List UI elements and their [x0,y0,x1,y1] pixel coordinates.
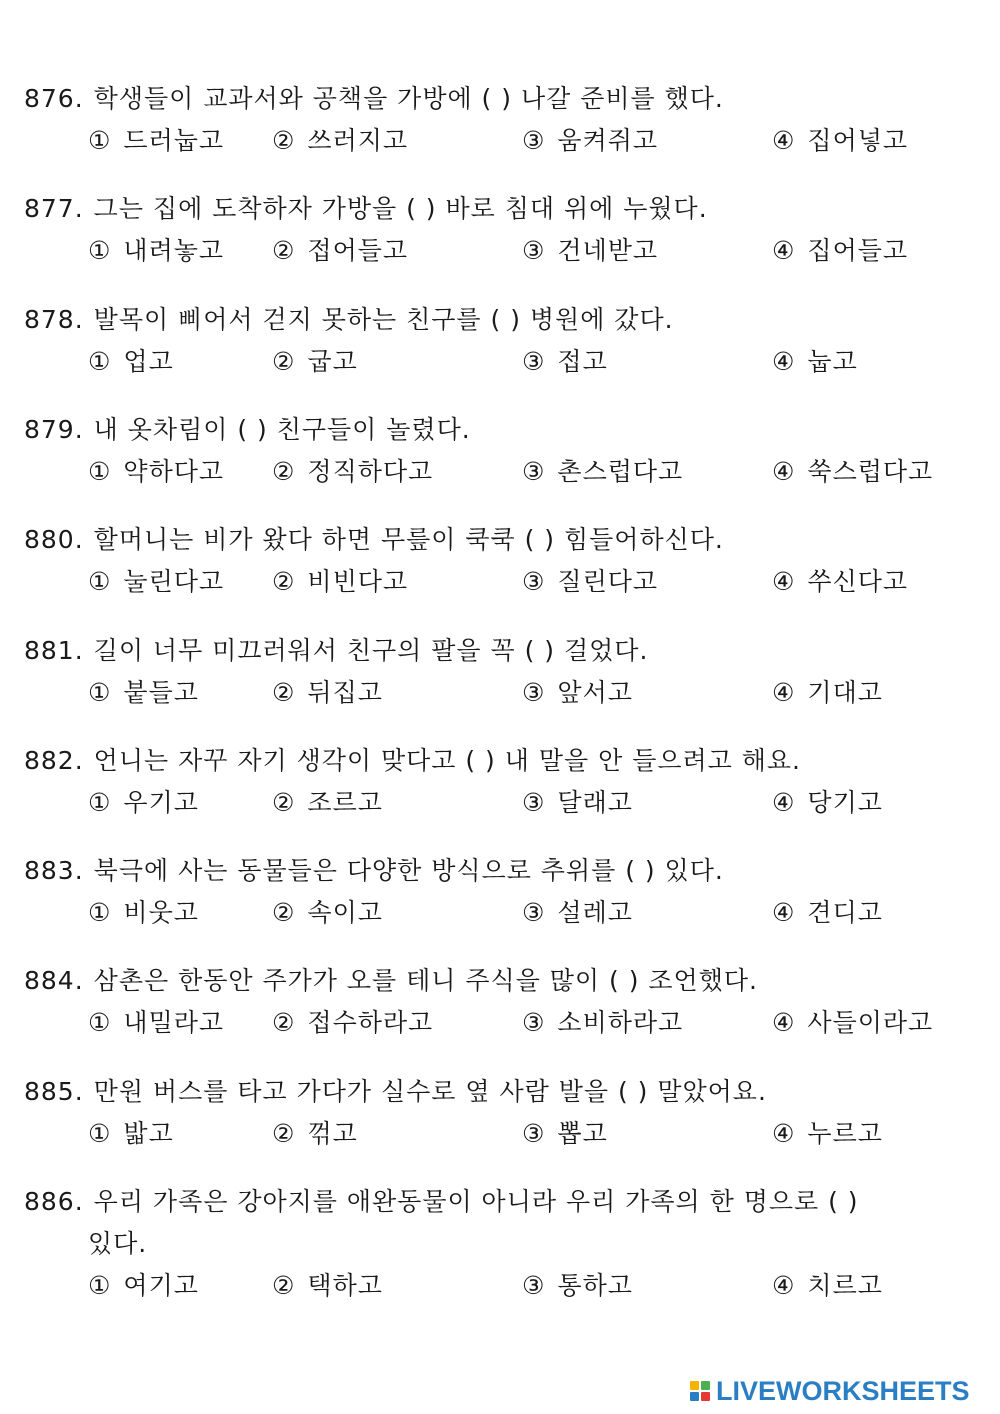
question-number: 881. [24,635,84,665]
answer-option-3[interactable] [522,896,633,930]
question-line [24,303,674,337]
answer-option-4[interactable] [772,124,908,158]
option-text: 움켜쥐고 [557,126,659,155]
option-text: 견디고 [807,898,883,928]
option-number-mark: ④ [772,1271,796,1300]
option-text: 접고 [557,346,608,376]
option-text: 내려놓고 [123,236,225,266]
option-text: 속이고 [307,898,383,928]
option-text: 밟고 [123,1118,174,1148]
option-number-mark: ① [88,787,112,817]
option-number-mark: ④ [772,787,796,817]
option-number-mark: ③ [522,1118,546,1148]
question-number: 879. [24,414,84,444]
option-text: 눌린다고 [123,567,225,597]
option-number-mark: ① [88,1008,112,1038]
question-number: 880. [24,525,84,555]
answer-option-3[interactable] [522,1117,608,1151]
answer-option-4[interactable] [772,1117,883,1151]
option-text: 뒤집고 [307,677,383,707]
answer-option-4[interactable] [772,234,908,268]
answer-option-1[interactable] [88,345,174,379]
question-line [24,744,801,778]
answer-option-2[interactable] [272,896,383,930]
option-number-mark: ① [88,898,112,928]
question-text-continuation: 있다. [88,1229,148,1258]
option-number-mark: ① [88,456,112,486]
question-text: 만원 버스를 타고 가다가 실수로 옆 사람 발을 ( ) 말았어요. [93,1076,767,1106]
answer-option-4[interactable] [772,1269,883,1303]
answer-option-3[interactable] [522,786,633,820]
question-text: 할머니는 비가 왔다 하면 무릎이 쿡쿡 ( ) 힘들어하신다. [93,525,724,555]
option-text: 접어들고 [307,236,409,266]
option-text: 약하다고 [123,456,225,486]
option-text: 촌스럽다고 [557,456,684,486]
answer-option-4[interactable] [772,1006,933,1040]
answer-option-1[interactable] [88,1269,199,1303]
answer-option-1[interactable] [88,676,199,710]
question-text: 내 옷차림이 ( ) 친구들이 놀렸다. [93,414,471,444]
answer-option-3[interactable] [522,676,633,710]
answer-option-1[interactable] [88,234,224,268]
answer-option-3[interactable] [522,565,658,599]
answer-option-2[interactable] [272,455,433,489]
option-number-mark: ④ [772,346,796,376]
option-number-mark: ② [272,1008,296,1038]
option-number-mark: ② [272,898,296,928]
question-number: 882. [24,745,84,775]
option-text: 쑥스럽다고 [807,456,934,486]
question-text: 발목이 삐어서 걷지 못하는 친구를 ( ) 병원에 갔다. [93,304,674,334]
answer-option-2[interactable] [272,676,383,710]
option-number-mark: ③ [522,456,546,486]
option-number-mark: ④ [772,677,796,707]
answer-option-2[interactable] [272,1269,383,1303]
answer-option-4[interactable] [772,345,858,379]
option-text: 여기고 [123,1271,199,1300]
option-text: 정직하다고 [307,456,434,486]
option-text: 조르고 [307,787,383,817]
option-text: 택하고 [307,1271,383,1300]
option-text: 사들이라고 [807,1008,934,1038]
liveworksheets-grid-icon [690,1381,710,1401]
option-number-mark: ① [88,567,112,597]
option-text: 굽고 [307,346,358,376]
answer-option-3[interactable] [522,234,658,268]
question-number: 883. [24,856,84,886]
option-text: 당기고 [807,787,883,817]
option-number-mark: ④ [772,567,796,597]
option-text: 업고 [123,346,174,376]
option-number-mark: ② [272,1118,296,1148]
option-text: 내밀라고 [123,1008,225,1038]
question-text: 길이 너무 미끄러워서 친구의 팔을 꼭 ( ) 걸었다. [93,635,649,665]
option-text: 누르고 [807,1118,883,1148]
option-number-mark: ③ [522,567,546,597]
option-number-mark: ② [272,236,296,266]
option-number-mark: ① [88,1271,112,1300]
option-number-mark: ④ [772,126,796,155]
option-number-mark: ③ [522,1271,546,1300]
question-number: 884. [24,966,84,996]
option-number-mark: ② [272,1271,296,1300]
option-text: 쓰러지고 [307,126,409,155]
option-number-mark: ③ [522,787,546,817]
question-text: 우리 가족은 강아지를 애완동물이 아니라 우리 가족의 한 명으로 ( ) [93,1187,859,1216]
option-number-mark: ④ [772,898,796,928]
option-number-mark: ③ [522,236,546,266]
option-number-mark: ② [272,677,296,707]
option-text: 건네받고 [557,236,659,266]
option-number-mark: ③ [522,677,546,707]
option-number-mark: ① [88,236,112,266]
question-line [24,854,724,888]
option-text: 우기고 [123,787,199,817]
question-line [24,1075,767,1109]
question-text: 그는 집에 도착하자 가방을 ( ) 바로 침대 위에 누웠다. [93,194,708,224]
option-text: 통하고 [557,1271,633,1300]
answer-option-1[interactable] [88,1117,174,1151]
option-text: 질린다고 [557,567,659,597]
option-text: 쑤신다고 [807,567,909,597]
answer-option-1[interactable] [88,455,224,489]
question-text: 언니는 자꾸 자기 생각이 맞다고 ( ) 내 말을 안 들으려고 해요. [93,745,801,775]
option-number-mark: ③ [522,898,546,928]
answer-option-1[interactable] [88,786,199,820]
answer-option-4[interactable] [772,786,883,820]
answer-option-2[interactable] [272,1117,358,1151]
question-line [24,82,724,116]
answer-option-3[interactable] [522,455,683,489]
option-text: 집어넣고 [807,126,909,155]
option-text: 비빈다고 [307,567,409,597]
option-number-mark: ④ [772,456,796,486]
option-number-mark: ④ [772,1118,796,1148]
answer-option-3[interactable] [522,345,608,379]
logo-square [701,1392,710,1401]
option-text: 눕고 [807,346,858,376]
answer-option-3[interactable] [522,1269,633,1303]
answer-option-1[interactable] [88,124,224,158]
option-number-mark: ② [272,456,296,486]
option-text: 기대고 [807,677,883,707]
option-text: 붙들고 [123,677,199,707]
question-number: 886. [24,1187,84,1216]
option-text: 뽑고 [557,1118,608,1148]
answer-option-4[interactable] [772,565,908,599]
question-line [24,1185,859,1219]
question-line [24,192,708,226]
option-number-mark: ② [272,346,296,376]
option-text: 설레고 [557,898,633,928]
answer-option-2[interactable] [272,345,358,379]
answer-option-1[interactable] [88,896,199,930]
option-text: 드러눕고 [123,126,225,155]
answer-option-3[interactable] [522,124,658,158]
answer-option-4[interactable] [772,896,883,930]
question-number: 877. [24,194,84,224]
option-text: 비웃고 [123,898,199,928]
logo-square [690,1392,699,1401]
liveworksheets-logo [690,1374,970,1408]
option-number-mark: ② [272,126,296,155]
question-number: 878. [24,304,84,334]
option-number-mark: ② [272,787,296,817]
option-number-mark: ③ [522,346,546,376]
option-text: 접수하라고 [307,1008,434,1038]
option-number-mark: ④ [772,1008,796,1038]
answer-option-2[interactable] [272,124,408,158]
answer-option-2[interactable] [272,565,408,599]
answer-option-4[interactable] [772,676,883,710]
option-number-mark: ① [88,126,112,155]
question-text: 북극에 사는 동물들은 다양한 방식으로 추위를 ( ) 있다. [93,856,724,886]
answer-option-3[interactable] [522,1006,683,1040]
question-line [24,964,758,998]
question-number: 876. [24,84,84,113]
option-text: 꺾고 [307,1118,358,1148]
question-line [24,634,648,668]
option-text: 소비하라고 [557,1008,684,1038]
answer-option-2[interactable] [272,786,383,820]
option-text: 집어들고 [807,236,909,266]
option-number-mark: ① [88,1118,112,1148]
answer-option-1[interactable] [88,565,224,599]
option-number-mark: ① [88,677,112,707]
option-number-mark: ③ [522,1008,546,1038]
answer-option-4[interactable] [772,455,933,489]
question-line [24,413,471,447]
question-text: 삼촌은 한동안 주가가 오를 테니 주식을 많이 ( ) 조언했다. [93,966,758,996]
question-text: 학생들이 교과서와 공책을 가방에 ( ) 나갈 준비를 했다. [93,84,724,113]
answer-option-1[interactable] [88,1006,224,1040]
question-line [24,523,724,557]
option-number-mark: ④ [772,236,796,266]
option-text: 달래고 [557,787,633,817]
option-text: 앞서고 [557,677,633,707]
logo-square [701,1381,710,1390]
answer-option-2[interactable] [272,234,408,268]
question-number: 885. [24,1076,84,1106]
option-number-mark: ① [88,346,112,376]
logo-square [690,1381,699,1390]
answer-option-2[interactable] [272,1006,433,1040]
option-text: 치르고 [807,1271,883,1300]
option-number-mark: ③ [522,126,546,155]
option-number-mark: ② [272,567,296,597]
logo-text: LIVEWORKSHEETS [716,1375,970,1406]
